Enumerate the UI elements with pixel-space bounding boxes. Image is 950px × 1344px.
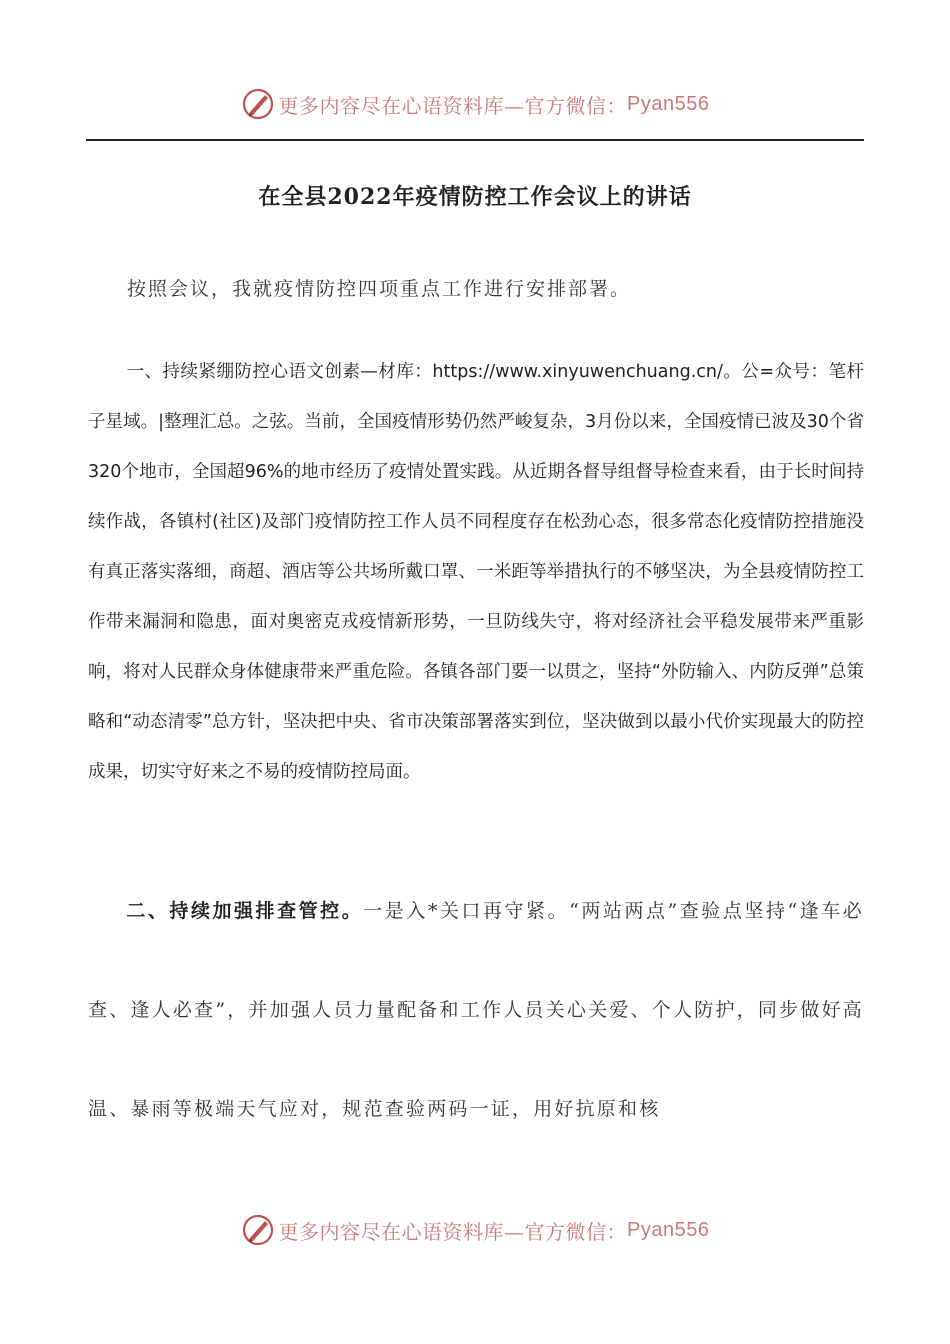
footer-watermark [0,1210,950,1250]
header-watermark-text: 更多内容尽在心语资料库—官方微信： [278,93,628,118]
intro-paragraph: 按照会议，我就疫情防控四项重点工作进行安排部署。 [127,278,632,300]
pen-logo-icon [241,87,275,121]
document-title: 在全县2022年疫情防控工作会议上的讲话 [258,184,692,210]
section2-paragraph [88,862,864,1159]
section2-body: 一是入*关口再守紧。“两站两点”查验点坚持“逢车必查、逢人必查”，并加强人员力量配备和工作人员关心关爱、个人防护，同步做好高温、暴雨等极端天气应对，规范查验两码一证，用好抗原和核 [88,900,864,1120]
header-watermark-id: Pyan556 [627,92,710,115]
section1-text: 一、持续紧绷防控心语文创素—材库：https://www.xinyuwenchuang.cn/。公=众号：笔杆子星域。|整理汇总。之弦。当前，全国疫情形势仍然严峻复杂，3月份以来，全国疫情已波及30个省320个地市，全国超96%的地市经历了疫情处置实践。从近期各督导组督导检查来看，由于长时间持续作战，各镇村(社区)及部门疫情防控工作人员不同程度存在松劲心态，很多常态化疫情防控措施没有真正落实落细，商超、酒店等公共场所戴口罩、一米距等举措执行的不够坚决，为全县疫情防控工作带来漏洞和隐患，面对奥密克戎疫情新形势，一旦防线失守，将对经济社会平稳发展带来严重影响，将对人民群众身体健康带来严重危险。各镇各部门要一以贯之，坚持“外防输入、内防反弹”总策略和“动态清零”总方针，坚决把中央、省市决策部署落实到位，坚决做到以最小代价实现最大的防控成果，切实守好来之不易的疫情防控局面。 [88,362,864,782]
header-rule [86,139,864,141]
footer-watermark-id: Pyan556 [627,1218,710,1241]
footer-watermark-text: 更多内容尽在心语资料库—官方微信： [278,1219,628,1244]
section2-heading: 二、持续加强排查管控。 [126,900,364,922]
section1-paragraph [88,347,864,797]
pen-logo-icon [241,1213,275,1247]
header-watermark [0,84,950,124]
